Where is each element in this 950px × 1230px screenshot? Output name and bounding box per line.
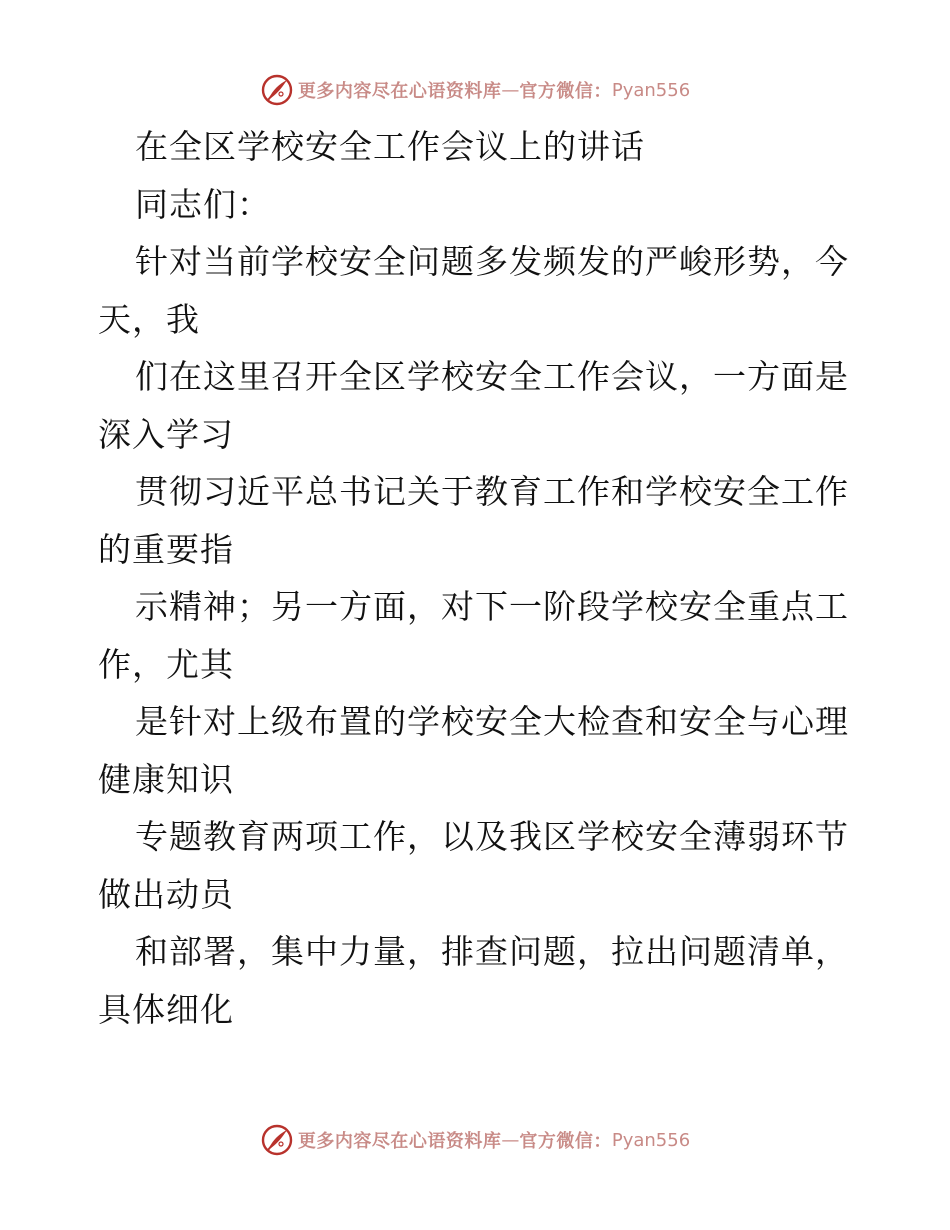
paragraph-line: 专题教育两项工作，以及我区学校安全薄弱环节 xyxy=(135,817,849,856)
document-paragraph xyxy=(98,233,858,1038)
document-body xyxy=(98,118,858,1038)
feather-pen-circle-icon xyxy=(260,73,294,107)
paragraph-line: 做出动员 xyxy=(98,874,234,914)
watermark-separator: — xyxy=(501,1129,520,1151)
footer-watermark xyxy=(0,1120,950,1160)
paragraph-line: 和部署，集中力量，排查问题，拉出问题清单， xyxy=(135,932,849,971)
paragraph-line: 作，尤其 xyxy=(98,644,234,684)
watermark-wechat-id: Pyan556 xyxy=(611,79,691,101)
paragraph-line: 们在这里召开全区学校安全工作会议，一方面是 xyxy=(135,357,849,396)
paragraph-line: 针对当前学校安全问题多发频发的严峻形势，今 xyxy=(135,242,849,281)
watermark-wechat-label: 官方微信： xyxy=(519,1131,612,1152)
watermark-brand-text: 更多内容尽在心语资料库 xyxy=(297,81,502,102)
document-title: 在全区学校安全工作会议上的讲话 xyxy=(135,127,645,166)
paragraph-line: 是针对上级布置的学校安全大检查和安全与心理 xyxy=(135,702,849,741)
document-salutation: 同志们： xyxy=(135,184,271,224)
paragraph-line: 深入学习 xyxy=(98,414,234,454)
paragraph-line: 具体细化 xyxy=(98,989,234,1029)
paragraph-line: 贯彻习近平总书记关于教育工作和学校安全工作 xyxy=(135,472,849,511)
feather-pen-circle-icon xyxy=(260,1123,294,1157)
watermark-separator: — xyxy=(501,79,520,101)
paragraph-line: 天，我 xyxy=(98,299,200,339)
watermark-brand-text: 更多内容尽在心语资料库 xyxy=(297,1131,502,1152)
paragraph-line: 的重要指 xyxy=(98,529,234,569)
paragraph-line: 健康知识 xyxy=(98,759,234,799)
watermark-wechat-id: Pyan556 xyxy=(611,1129,691,1151)
paragraph-line: 示精神；另一方面，对下一阶段学校安全重点工 xyxy=(135,587,849,626)
header-watermark xyxy=(0,70,950,110)
watermark-wechat-label: 官方微信： xyxy=(519,81,612,102)
